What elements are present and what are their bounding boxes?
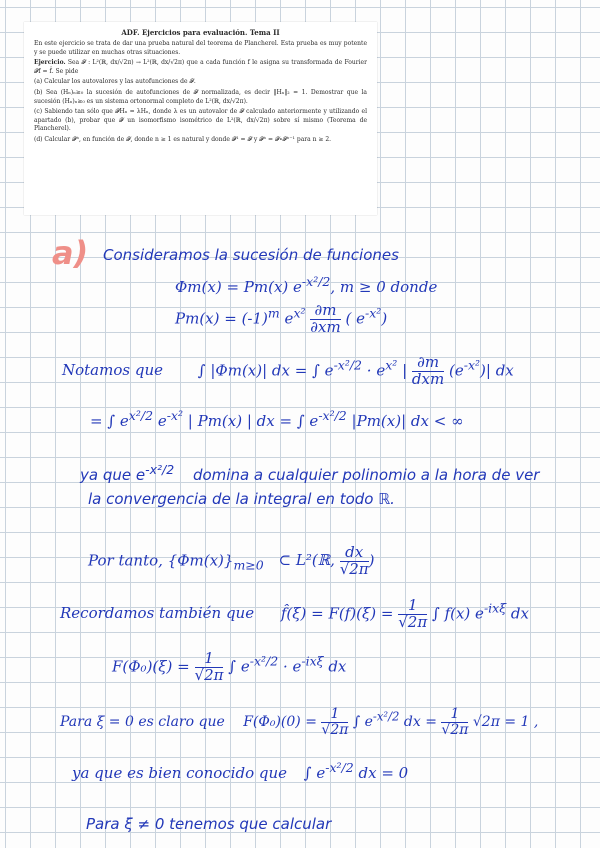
- domina-text: domina a cualquier polinomio a la hora de ver: [192, 466, 540, 484]
- exercise-text: Sea 𝓕 : L²(ℝ, dx/√2π) → L²(ℝ, dx/√2π) que a cada función f le asigna su transformada de Fourier 𝓕f = f̂. Se pide: [34, 59, 367, 75]
- phi-condition: , m ≥ 0 donde: [330, 278, 438, 296]
- int1-exp3: -x²: [463, 357, 481, 373]
- int1-den: dxm: [411, 369, 445, 388]
- f-phi0-int: ∫ e: [228, 657, 250, 676]
- note-line-11: [60, 707, 538, 737]
- por-tanto: Por tanto, {Φm(x)}: [88, 551, 234, 570]
- at0-num: 1: [321, 707, 348, 723]
- sheet-item-d: (d) Calcular 𝓕ⁿ, en función de 𝓕, donde n ≥ 1 es natural y donde 𝓕¹ = 𝓕 y 𝓕ⁿ = 𝓕∘𝓕ⁿ⁻¹ para n ≥ 2.: [34, 135, 332, 143]
- int1-num: ∂m: [412, 355, 444, 372]
- fourier-frac: [398, 598, 427, 631]
- fourier-exp: -ixξ: [483, 600, 507, 616]
- at0-frac2: [441, 707, 468, 737]
- sheet-item-a: (a) Calcular los autovalores y las autofunciones de 𝓕.: [34, 78, 196, 86]
- at0-exp: -x²/2: [372, 709, 400, 724]
- l2-measure: [340, 545, 369, 578]
- note-line-10: [112, 651, 346, 684]
- note-line-1: Consideramos la sucesión de funciones: [103, 246, 399, 264]
- int2-mid: | Pm(x) | dx = ∫ e: [187, 412, 319, 430]
- note-line-12: [72, 760, 408, 782]
- gauss-exp: -x²/2: [325, 760, 354, 775]
- p-paren: ( e: [345, 309, 366, 328]
- sheet-item-c: (c) Sabiendo tan sólo que 𝓕Hₙ = λHₙ, donde λ es un autovalor de 𝓕 calculado anteriormente y utilizando el apartado (b), probar que 𝓕 un isomorfismo isométrico de L²(ℝ, dx/√2π) sobre sí mismo (Teorema de Plancherel).: [34, 108, 367, 132]
- at0-num2: 1: [441, 707, 468, 723]
- notamos-text: Notamos que: [62, 361, 163, 380]
- int2-exp2: -x²: [166, 408, 183, 423]
- phi-definition: Φm(x) = Pm(x) e: [175, 278, 302, 296]
- p-power: m: [267, 305, 280, 321]
- fourier-num: 1: [398, 598, 427, 615]
- f-phi0-exp2: -ixξ: [301, 653, 324, 669]
- at0-dx: dx =: [403, 714, 437, 731]
- note-line-3: [175, 303, 387, 336]
- f-phi0: F(Φ₀)(ξ) =: [112, 657, 190, 676]
- l2-space: ⊂ L²(ℝ,: [278, 551, 335, 570]
- f-phi0-at-0: F(Φ₀)(0) =: [243, 714, 317, 731]
- para-xi-0: Para ξ = 0 es claro que: [60, 714, 225, 731]
- f-phi0-dot: · e: [282, 657, 302, 676]
- f-phi0-dx: dx: [328, 657, 347, 676]
- p-deriv-num: ∂m: [310, 303, 340, 320]
- note-line-6: [80, 462, 539, 484]
- at0-den: √2π: [321, 721, 349, 738]
- int2-end: |Pm(x)| dx < ∞: [351, 412, 464, 430]
- exercise-label: Ejercicio.: [34, 59, 66, 67]
- ya-que: ya que e: [80, 466, 146, 484]
- fourier-int: ∫ f(x) e: [431, 604, 484, 623]
- int2-exp1: x²/2: [128, 408, 154, 423]
- por-tanto-sub: m≥0: [233, 557, 264, 573]
- int1-paren: (e: [448, 361, 464, 380]
- l2-num: dx: [340, 545, 369, 562]
- at0-den2: √2π: [441, 721, 469, 738]
- p-definition: Pm(x) = (-1): [175, 309, 268, 328]
- note-line-2: [175, 274, 437, 296]
- f-phi0-den: √2π: [194, 665, 224, 684]
- fourier-dx: dx: [510, 604, 529, 623]
- l2-close: ): [368, 551, 375, 570]
- fourier-def: f̂(ξ) = F(f)(ξ) =: [280, 604, 394, 623]
- exercise-sheet: [24, 22, 377, 215]
- recordamos-text: Recordamos también que: [60, 604, 255, 623]
- note-line-9: [60, 598, 529, 631]
- ya-que-exp: -x²/2: [145, 462, 175, 477]
- p-exponent-2: -x²: [365, 305, 382, 321]
- sheet-intro: En este ejercicio se trata de dar una prueba natural del teorema de Plancherel. Esta prueba es muy potente y se puede utilizar en muchas otras situaciones.: [34, 40, 367, 56]
- l2-den: √2π: [339, 559, 369, 578]
- int1-bar: |: [402, 361, 408, 380]
- note-line-8: [88, 545, 375, 578]
- sheet-item-b: (b) Sea (Hₙ)ₙ≥₀ la sucesión de autofunciones de 𝓕 normalizada, es decir ‖Hₙ‖₂ = 1. Demostrar que la sucesión (Hₙ)ₙ≥₀ es un sistema ortonormal completo de L²(ℝ, dx/√2π).: [34, 89, 367, 105]
- int1-exp: -x²/2: [333, 357, 363, 373]
- gauss-int: ∫ e: [303, 764, 326, 782]
- note-line-13: Para ξ ≠ 0 tenemos que calcular: [86, 815, 332, 833]
- int1-close: )| dx: [480, 361, 514, 380]
- fourier-den: √2π: [398, 612, 428, 631]
- f-phi0-exp1: -x²/2: [249, 653, 279, 669]
- p-e: e: [284, 309, 294, 328]
- ya-que-conocido: ya que es bien conocido que: [72, 764, 288, 782]
- int1-exp2: x²: [385, 357, 398, 373]
- integral-1: ∫ |Φm(x)| dx = ∫ e: [197, 361, 334, 380]
- p-close: ): [381, 309, 388, 328]
- int2-exp3: -x²/2: [318, 408, 347, 423]
- sheet-title: ADF. Ejercicios para evaluación. Tema II: [121, 28, 280, 37]
- sheet-exercise: [34, 59, 367, 76]
- phi-exponent: -x²/2: [301, 274, 331, 289]
- integral-2: = ∫ e: [90, 412, 129, 430]
- f-phi0-frac: [195, 651, 224, 684]
- p-exponent: x²: [293, 305, 306, 321]
- at0-int: ∫ e: [352, 714, 373, 731]
- at0-result: √2π = 1 ,: [472, 714, 539, 731]
- note-line-7: la convergencia de la integral en todo ℝ.: [88, 490, 395, 508]
- gauss-result: dx = 0: [358, 764, 409, 782]
- note-line-5: [90, 408, 464, 430]
- p-deriv-den: ∂xm: [310, 317, 341, 336]
- f-phi0-num: 1: [195, 651, 224, 668]
- note-line-4: [62, 355, 514, 388]
- int1-derivative: [412, 355, 444, 388]
- int1-dot: · e: [366, 361, 386, 380]
- part-a-label: a): [52, 234, 89, 272]
- p-derivative: [310, 303, 340, 336]
- at0-frac: [321, 707, 348, 737]
- int2-e: e: [157, 412, 167, 430]
